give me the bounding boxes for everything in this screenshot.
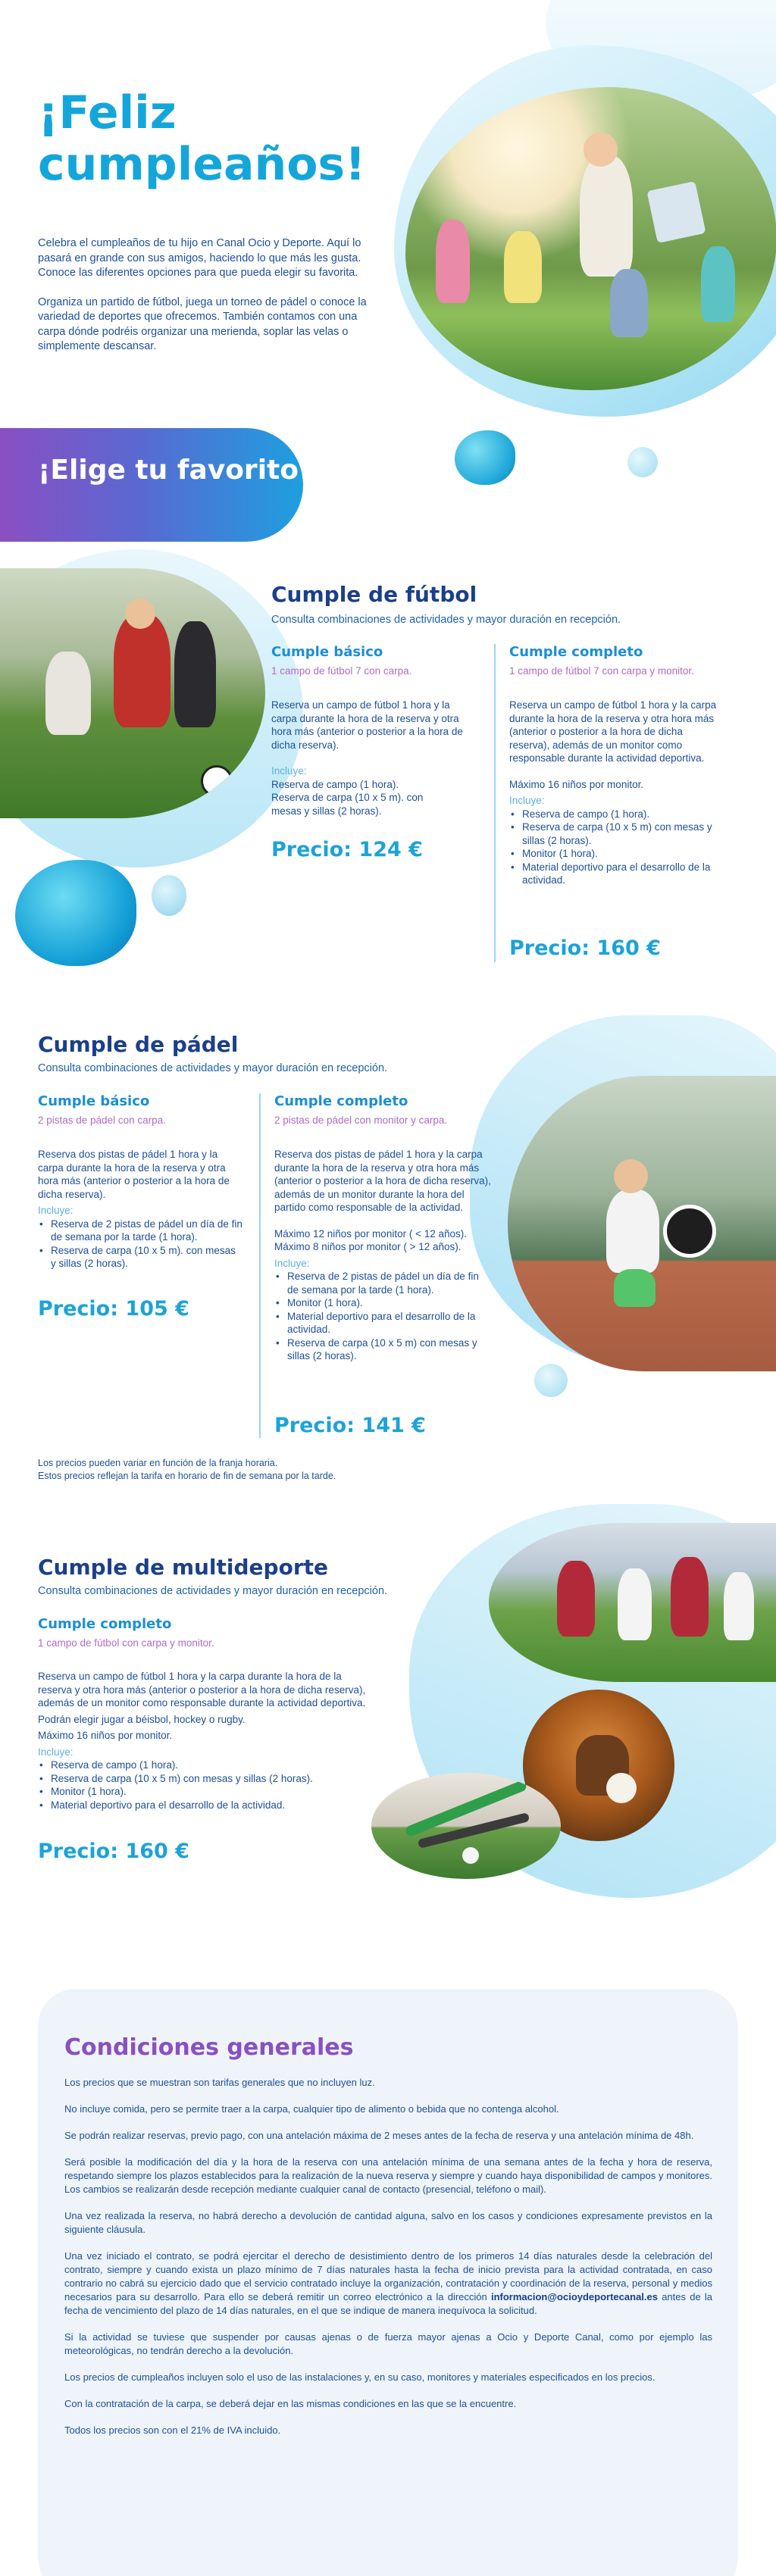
price-futbol-full: Precio: 160 € [509,936,661,960]
rugby-kids-photo [489,1523,776,1682]
list-item: • Monitor (1 hora). [274,1296,479,1310]
plan-title-basic: Cumple básico [271,644,383,660]
banner-title: ¡Elige tu favorito! [38,455,311,486]
hockey-stick-photo [371,1773,561,1879]
list-item: • Reserva de campo (1 hora). [509,808,721,821]
section-title-multideporte: Cumple de multideporte [38,1555,329,1580]
list-item: • Reserva de carpa (10 x 5 m) con mesas y sillas (2 horas). [509,821,721,847]
includes-list [274,1270,479,1363]
decorative-drop [15,860,136,966]
includes-label: Incluye: [38,1205,74,1216]
plan-max: Máximo 12 niños por monitor ( < 12 años). Máximo 8 niños por monitor ( > 12 años). [274,1227,467,1252]
plan-details-basic [271,699,476,818]
column-divider [494,644,496,962]
plan-sports: Podrán elegir jugar a béisbol, hockey o rugby. [38,1713,246,1725]
list-item: • Material deportivo para el desarrollo de la actividad. [274,1310,479,1336]
price-multideporte-full: Precio: 160 € [38,1840,189,1863]
condition-paragraph: Se podrán realizar reservas, previo pago, con una antelación máxima de 2 meses antes de la fecha de reserva y una antelación mínima de 48h. [64,2130,694,2141]
decorative-drop [534,1364,568,1397]
condition-paragraph: Con la contratación de la carpa, se deberá dejar en las mismas condiciones en las que se la encuentre. [64,2398,517,2409]
price-note-line: Los precios pueden variar en función de la franja horaria. [38,1458,278,1468]
decorative-drop [152,875,186,916]
condition-text: Una vez iniciado el contrato, se podrá ejercitar el derecho de desistimiento dentro de los primeros 14 días naturales desde la celebración del contrato, siempre y cuando exista un plazo mínimo de 7 días naturales hasta la fecha de inicio prevista para la actividad contratada, en caso contrario no cabrá su ejercicio dado que el servicio contratado incluye la organización, contratación y coordinación de la reserva, personal y medios necesarios para su desarrollo. Para ello se deberá remitir un correo electrónico a la dirección [64,2250,712,2302]
list-item: • Material deportivo para el desarrollo de la actividad. [38,1799,371,1812]
plan-description: Reserva dos pistas de pádel 1 hora y la carpa durante la hora de la reserva y otra hora más (anterior o posterior a la hora de dicha reserva), además de un monitor durante la hora del partido como responsable de la actividad. [274,1149,491,1213]
email-link[interactable]: informacion@ocioydeportecanal.es [490,2291,658,2302]
intro-paragraph: Organiza un partido de fútbol, juega un torneo de pádel o conoce la variedad de deportes que ofrecemos. También contamos con una carpa dónde podréis organizar una merienda, soplar las velas o simplemente descansar. [38,295,367,352]
plan-title-basic: Cumple básico [38,1093,150,1109]
plan-description: Reserva un campo de fútbol 1 hora y la carpa durante la hora de la reserva y otra hora más (anterior o posterior a la hora de dicha reserva). [271,699,463,751]
section-subtitle: Consulta combinaciones de actividades y mayor duración en recepción. [271,614,621,626]
padel-kid-photo [508,1076,776,1371]
list-item: • Reserva de carpa (10 x 5 m) con mesas y sillas (2 horas). [274,1336,479,1363]
section-subtitle: Consulta combinaciones de actividades y mayor duración en recepción. [38,1062,388,1074]
plan-description: Reserva un campo de fútbol 1 hora y la carpa durante la hora de la reserva y otra hora más (anterior o posterior a la hora de dicha reserva), además de un monitor como responsable durante la actividad deportiva. [38,1671,366,1708]
page-title: ¡Feliz cumpleaños! [38,86,366,191]
intro-text [38,236,371,369]
includes-label: Incluye: [274,1257,310,1269]
plan-max: Máximo 16 niños por monitor. [38,1730,173,1741]
plan-title-full: Cumple completo [509,644,643,660]
includes-list [38,1758,371,1812]
price-futbol-basic: Precio: 124 € [271,838,423,861]
intro-paragraph: Celebra el cumpleaños de tu hijo en Canal Ocio y Deporte. Aquí lo pasará en grande con sus amigos, haciendo lo que más les gusta. Conoce las diferentes opciones para que pueda elegir su favorita. [38,237,361,279]
plan-details-full [509,699,721,887]
plan-details-full [38,1670,371,1812]
plan-subtitle: 2 pistas de pádel con monitor y carpa. [274,1114,448,1126]
plan-title-full: Cumple completo [38,1616,172,1632]
section-title-futbol: Cumple de fútbol [271,582,477,607]
plan-details-full [274,1148,494,1363]
condition-paragraph: Si la actividad se tuviese que suspender por causas ajenas o de fuerza mayor ajenas a Ocio y Deporte Canal, como por ejemplo las meteorológicas, no tendrán derecho a la devolución. [64,2331,712,2356]
plan-subtitle: 1 campo de fútbol 7 con carpa y monitor. [509,665,694,677]
column-divider [259,1093,261,1438]
plan-description: Reserva un campo de fútbol 1 hora y la carpa durante la hora de la reserva y otra hora más (anterior o posterior a la hora de dicha reserva), además de un monitor como responsable durante la actividad deportiva. [509,699,717,764]
plan-subtitle: 1 campo de fútbol con carpa y monitor. [38,1637,214,1649]
plan-subtitle: 1 campo de fútbol 7 con carpa. [271,665,412,677]
list-item: • Reserva de campo (1 hora). [38,1758,371,1772]
plan-subtitle: 2 pistas de pádel con carpa. [38,1114,166,1126]
plan-details-basic [38,1148,250,1271]
list-item: • Reserva de 2 pistas de pádel un día de fin de semana por la tarde (1 hora). [274,1270,479,1296]
conditions-title: Condiciones generales [64,2034,354,2061]
condition-paragraph: Será posible la modificación del día y la hora de la reserva con una antelación mínima de una semana antes de la fecha y hora de reserva, respetando siempre los plazos establecidos para la realización de la nueva reserva y siempre y cuando haya disponibilidad de campos y monitores. Los cambios se realizarán desde recepción mediante cualquier canal de contacto (presencial, teléfono o mail). [64,2156,712,2195]
condition-paragraph: Todos los precios son con el 21% de IVA incluido. [64,2424,281,2436]
includes-list [38,1218,242,1271]
list-item: • Monitor (1 hora). [38,1785,371,1799]
includes-label: Incluye: [38,1746,74,1758]
price-note [38,1457,336,1483]
condition-paragraph: Los precios de cumpleaños incluyen solo el uso de las instalaciones y, en su caso, monitores y materiales especificados en los precios. [64,2371,656,2383]
section-subtitle: Consulta combinaciones de actividades y mayor duración en recepción. [38,1585,388,1597]
section-title-padel: Cumple de pádel [38,1032,239,1057]
condition-text: antes de la fecha de vencimiento del plazo de 14 días naturales, en el que se indique de manera inequívoca la solicitud. [64,2291,712,2316]
condition-paragraph [64,2249,712,2318]
list-item: • Reserva de carpa (10 x 5 m). con mesas y sillas (2 horas). [38,1244,242,1271]
includes-label: Incluye: [509,795,545,806]
decorative-drop [627,447,658,477]
plan-max: Máximo 16 niños por monitor. [509,778,644,790]
includes-list [509,808,721,887]
conditions-text [64,2076,712,2450]
decorative-drop [455,430,515,485]
list-item: • Reserva de carpa (10 x 5 m) con mesas y sillas (2 horas). [38,1772,371,1786]
list-item: • Material deportivo para el desarrollo de la actividad. [509,861,721,887]
soccer-kids-photo [0,568,265,818]
price-padel-full: Precio: 141 € [274,1414,426,1437]
list-item: • Monitor (1 hora). [509,847,721,861]
price-padel-basic: Precio: 105 € [38,1297,189,1321]
condition-paragraph: Los precios que se muestran son tarifas generales que no incluyen luz. [64,2077,375,2088]
includes-label: Incluye: [271,765,307,777]
price-note-line: Estos precios reflejan la tarifa en horario de fin de semana por la tarde. [38,1471,336,1481]
condition-paragraph: Una vez realizada la reserva, no habrá derecho a devolución de cantidad alguna, salvo en los casos y condiciones expresamente previstos en la siguiente cláusula. [64,2210,712,2235]
plan-description: Reserva dos pistas de pádel 1 hora y la carpa durante la hora de la reserva y otra hora más (anterior o posterior a la hora de dicha reserva). [38,1149,230,1200]
includes-text: Reserva de campo (1 hora). Reserva de carpa (10 x 5 m). con mesas y sillas (2 horas). [271,778,424,817]
plan-title-full: Cumple completo [274,1093,408,1109]
condition-paragraph: No incluye comida, pero se permite traer a la carpa, cualquier tipo de alimento o bebida que no contenga alcohol. [64,2103,559,2115]
list-item: • Reserva de 2 pistas de pádel un día de fin de semana por la tarde (1 hora). [38,1218,242,1244]
